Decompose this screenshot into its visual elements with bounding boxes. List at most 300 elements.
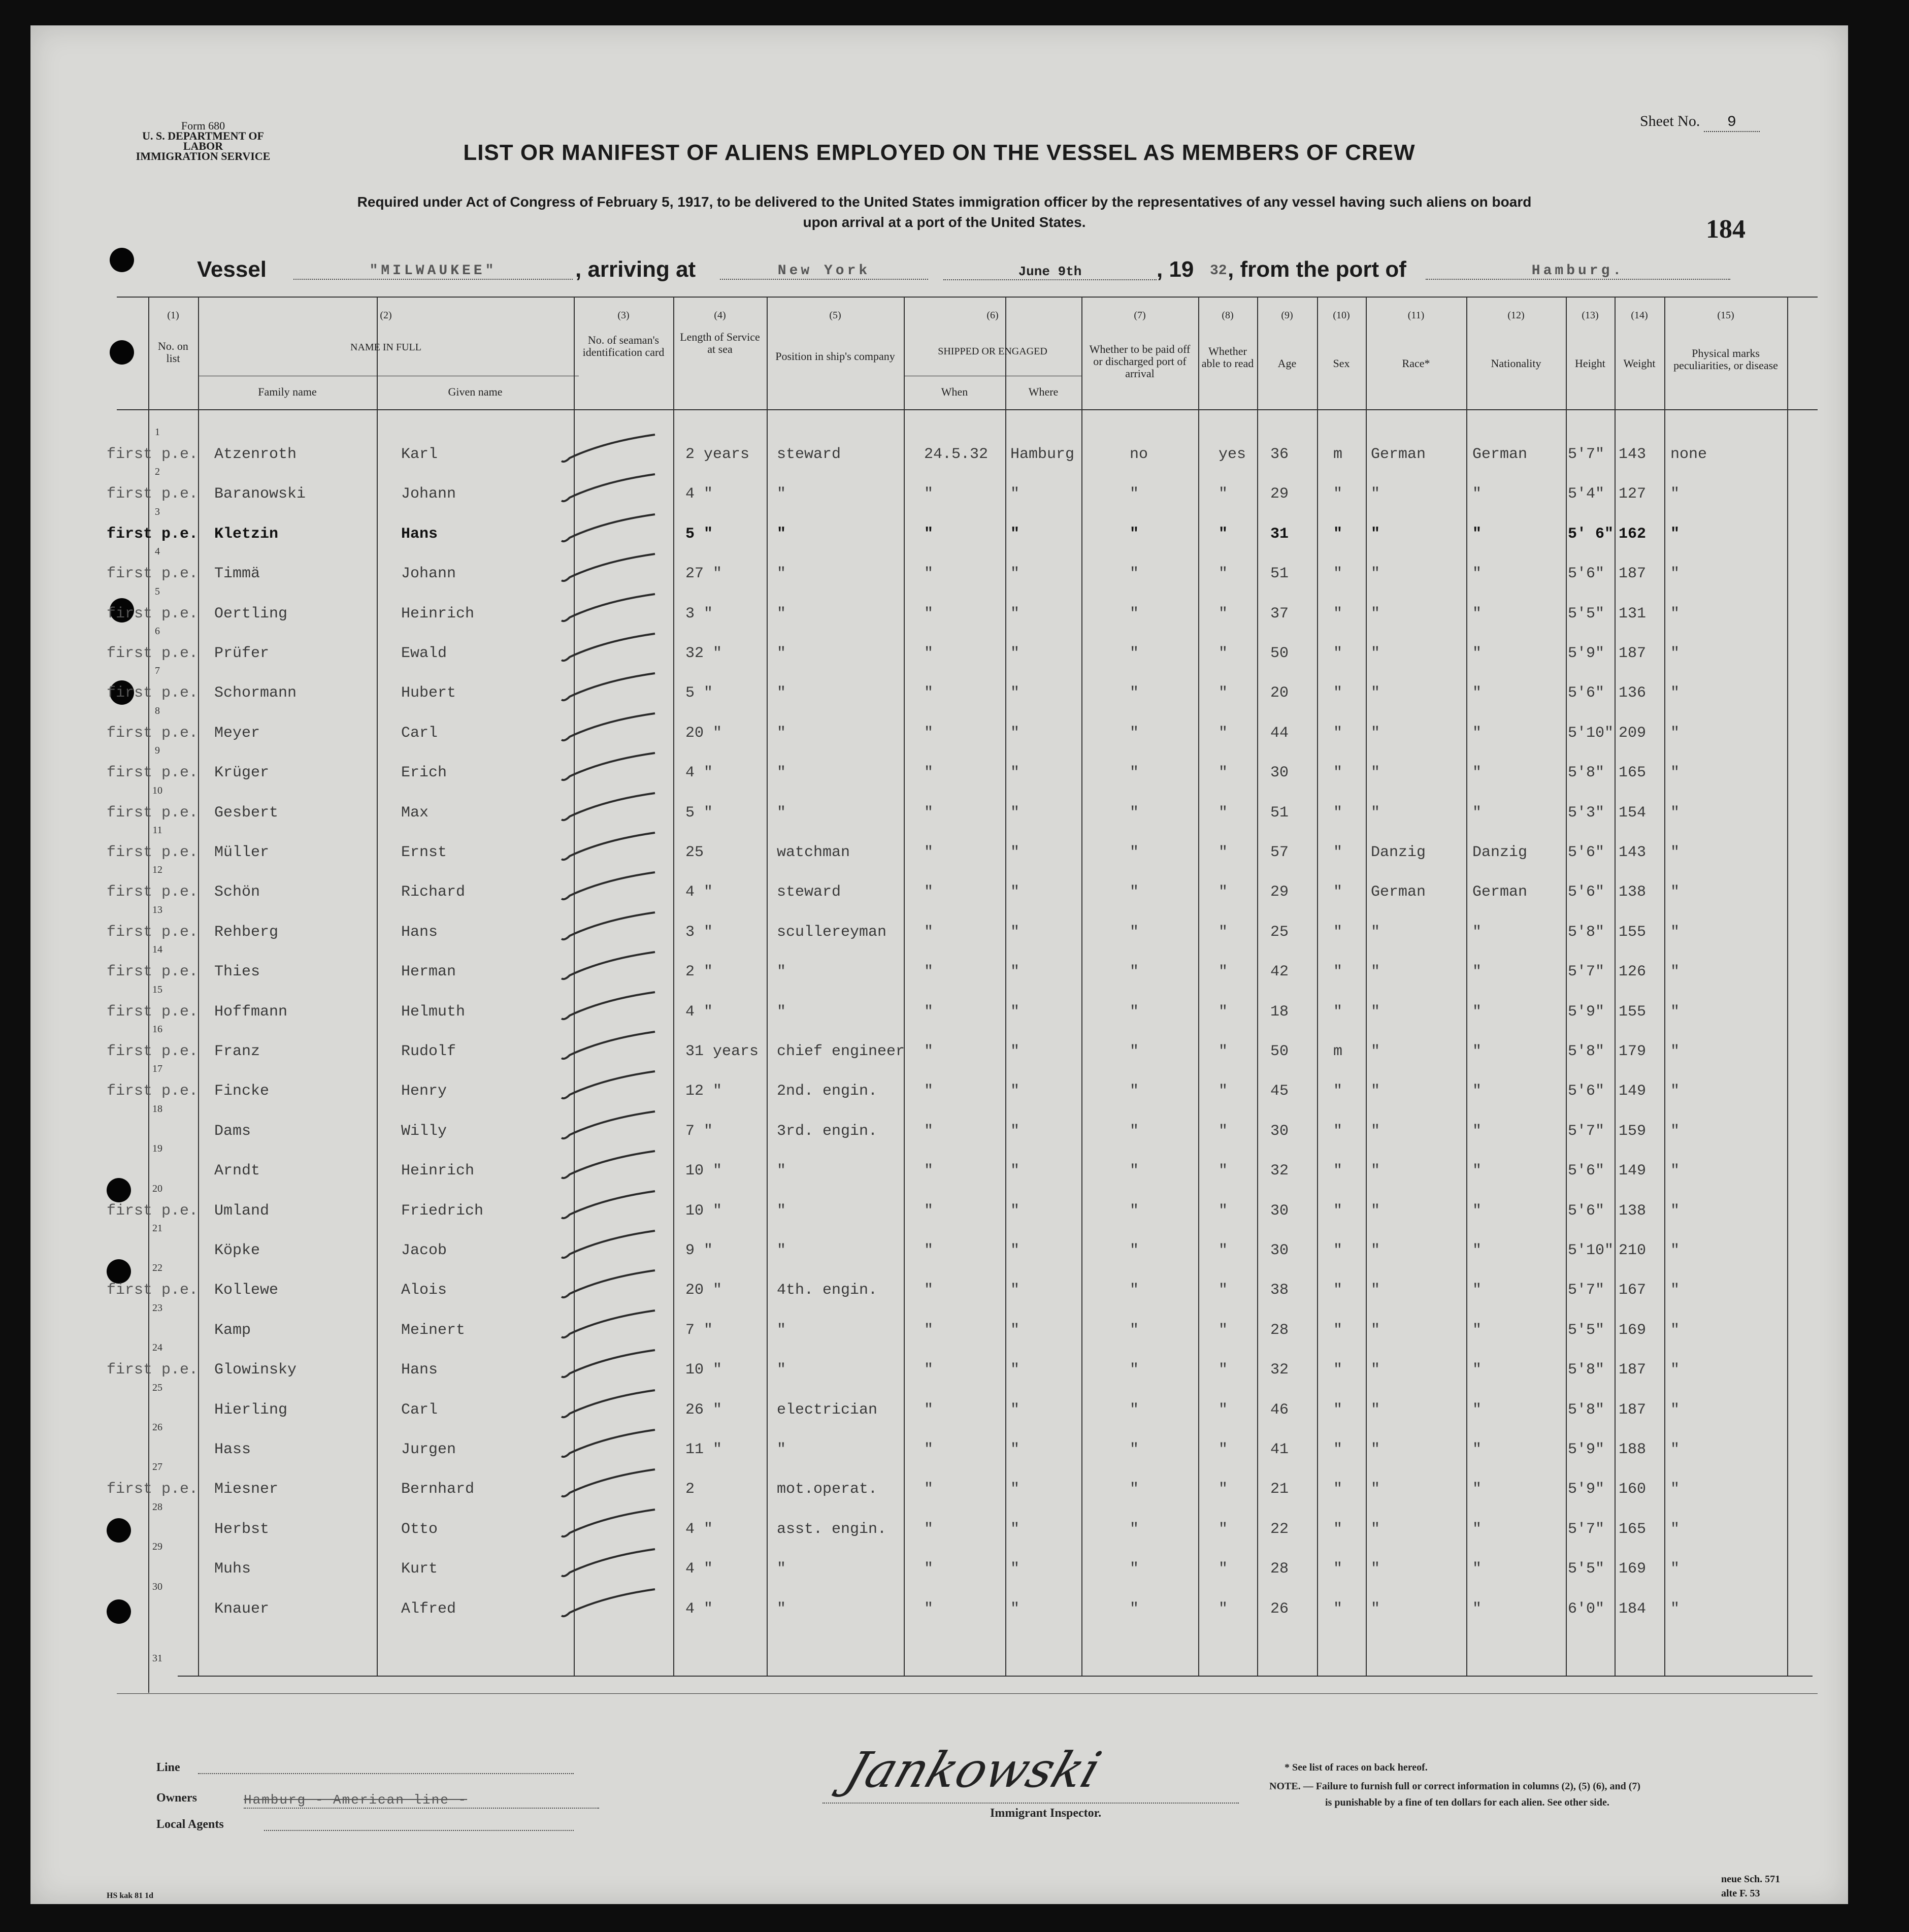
row-number: 30 <box>152 1581 162 1592</box>
cell-sex: " <box>1333 923 1343 941</box>
from-port-label: , from the port of <box>1228 257 1406 282</box>
cell-when: " <box>924 1202 934 1220</box>
cell-family: Atzenroth <box>214 446 297 463</box>
row-number: 27 <box>152 1461 162 1473</box>
cell-family: Umland <box>214 1202 270 1220</box>
cell-when: " <box>924 923 934 941</box>
cell-when: " <box>924 1401 934 1419</box>
cell-given: Richard <box>401 883 466 901</box>
cell-height: 5'5" <box>1568 1560 1605 1578</box>
printer-code: HS kak 81 1d <box>107 1891 154 1900</box>
cell-marks: " <box>1670 1481 1680 1498</box>
check-mark-icon <box>558 1029 660 1064</box>
footer-top-rule <box>117 1693 1818 1694</box>
check-mark-icon <box>558 909 660 945</box>
column-header: NAME IN FULL <box>350 342 421 353</box>
cell-age: 38 <box>1270 1282 1289 1299</box>
cell-service: 27 " <box>685 565 722 583</box>
cell-race: " <box>1371 1441 1380 1458</box>
cell-height: 5'8" <box>1568 923 1605 941</box>
cell-paid: " <box>1130 684 1139 702</box>
cell-when: " <box>924 485 934 503</box>
cell-prefix: first p.e. <box>107 883 199 901</box>
cell-position: " <box>777 684 786 702</box>
cell-race: " <box>1371 764 1380 782</box>
row-number: 23 <box>152 1302 162 1314</box>
cell-height: 5'5" <box>1568 605 1605 623</box>
cell-race: " <box>1371 1043 1380 1060</box>
cell-weight: 159 <box>1619 1122 1647 1140</box>
cell-service: 26 " <box>685 1401 722 1419</box>
column-subheader: When <box>941 385 968 398</box>
cell-position: " <box>777 963 786 981</box>
cell-family: Rehberg <box>214 923 279 941</box>
cell-read: " <box>1219 605 1228 623</box>
local-agents-label: Local Agents <box>156 1818 224 1831</box>
cell-given: Hans <box>401 923 438 941</box>
column-rule <box>1466 297 1467 1676</box>
cell-height: 5'8" <box>1568 764 1605 782</box>
cell-service: 2 <box>685 1481 695 1498</box>
column-number: (3) <box>617 310 630 321</box>
cell-family: Schormann <box>214 684 297 702</box>
cell-sex: " <box>1333 605 1343 623</box>
cell-sex: " <box>1333 1003 1343 1021</box>
cell-nationality: " <box>1472 1083 1482 1100</box>
cell-position: " <box>777 1242 786 1259</box>
cell-weight: 187 <box>1619 1401 1647 1419</box>
cell-given: Hans <box>401 1361 438 1379</box>
cell-nationality: " <box>1472 525 1482 543</box>
cell-marks: " <box>1670 923 1680 941</box>
cell-read: " <box>1219 525 1228 543</box>
cell-read: " <box>1219 1441 1228 1458</box>
cell-sex: " <box>1333 963 1343 981</box>
signature-rule <box>822 1803 1239 1804</box>
column-header: No. on list <box>158 340 188 365</box>
row-number: 15 <box>152 984 162 995</box>
cell-marks: " <box>1670 1600 1680 1618</box>
column-header: Nationality <box>1491 357 1541 370</box>
check-mark-icon <box>558 750 660 785</box>
cell-service: 4 " <box>685 764 713 782</box>
cell-race: " <box>1371 1321 1380 1339</box>
arrival-date: June 9th <box>943 264 1157 280</box>
punch-hole <box>110 340 134 365</box>
cell-family: Franz <box>214 1043 260 1060</box>
vessel-line <box>197 257 1771 292</box>
cell-weight: 210 <box>1619 1242 1647 1259</box>
cell-family: Arndt <box>214 1162 260 1180</box>
cell-paid: " <box>1130 804 1139 822</box>
cell-weight: 154 <box>1619 804 1647 822</box>
cell-family: Prüfer <box>214 645 270 662</box>
cell-family: Kletzin <box>214 525 279 543</box>
cell-nationality: " <box>1472 963 1482 981</box>
column-header: Length of Service at sea <box>680 331 760 355</box>
cell-read: " <box>1219 565 1228 583</box>
cell-race: " <box>1371 1242 1380 1259</box>
cell-where: " <box>1010 1282 1020 1299</box>
cell-height: 5'5" <box>1568 1321 1605 1339</box>
cell-family: Knauer <box>214 1600 270 1618</box>
cell-marks: " <box>1670 1242 1680 1259</box>
cell-marks: " <box>1670 1162 1680 1180</box>
row-number-31: 31 <box>152 1653 162 1664</box>
cell-age: 51 <box>1270 565 1289 583</box>
cell-position: " <box>777 1003 786 1021</box>
cell-sex: " <box>1333 724 1343 742</box>
page-title: LIST OR MANIFEST OF ALIENS EMPLOYED ON THE VESSEL AS MEMBERS OF CREW <box>463 140 1416 165</box>
shipped-subcolumn-rule <box>1005 376 1006 1676</box>
local-agents-field <box>264 1830 574 1831</box>
cell-given: Kurt <box>401 1560 438 1578</box>
cell-position: 3rd. engin. <box>777 1122 878 1140</box>
cell-given: Bernhard <box>401 1481 475 1498</box>
cell-height: 5'9" <box>1568 1003 1605 1021</box>
cell-height: 5'9" <box>1568 645 1605 662</box>
cell-marks: " <box>1670 485 1680 503</box>
cell-given: Ernst <box>401 844 447 861</box>
cell-position: " <box>777 485 786 503</box>
cell-marks: " <box>1670 1043 1680 1060</box>
row-number: 24 <box>152 1342 162 1354</box>
row-number: 2 <box>155 466 160 478</box>
sheet-number-value: 9 <box>1704 114 1760 132</box>
cell-nationality: " <box>1472 1361 1482 1379</box>
cell-marks: " <box>1670 1202 1680 1220</box>
cell-race: " <box>1371 1162 1380 1180</box>
cell-where: " <box>1010 1401 1020 1419</box>
cell-nationality: " <box>1472 1242 1482 1259</box>
cell-given: Friedrich <box>401 1202 484 1220</box>
column-number: (2) <box>380 310 392 321</box>
schedule-new: neue Sch. 571 <box>1721 1874 1781 1885</box>
note-prefix: NOTE. <box>1269 1781 1301 1792</box>
cell-service: 5 " <box>685 684 713 702</box>
cell-race: " <box>1371 804 1380 822</box>
cell-paid: " <box>1130 844 1139 861</box>
cell-nationality: " <box>1472 1520 1482 1538</box>
cell-marks: " <box>1670 724 1680 742</box>
column-header: No. of seaman's identification card <box>582 334 665 358</box>
cell-given: Johann <box>401 485 456 503</box>
cell-when: " <box>924 1361 934 1379</box>
cell-marks: " <box>1670 1282 1680 1299</box>
cell-nationality: German <box>1472 883 1528 901</box>
row-number: 6 <box>155 626 160 637</box>
cell-where: " <box>1010 1003 1020 1021</box>
cell-height: 5'10" <box>1568 724 1614 742</box>
cell-where: " <box>1010 605 1020 623</box>
inspector-label: Immigrant Inspector. <box>990 1807 1102 1820</box>
cell-height: 5'8" <box>1568 1043 1605 1060</box>
punch-hole <box>107 1518 131 1543</box>
column-number: (5) <box>829 310 841 321</box>
cell-paid: " <box>1130 1043 1139 1060</box>
cell-sex: " <box>1333 1321 1343 1339</box>
service-name: IMMIGRATION SERVICE <box>136 150 271 162</box>
check-mark-icon <box>558 1466 660 1502</box>
cell-weight: 162 <box>1619 525 1647 543</box>
cell-marks: " <box>1670 1361 1680 1379</box>
cell-paid: " <box>1130 1122 1139 1140</box>
cell-sex: " <box>1333 1083 1343 1100</box>
column-rule <box>1198 297 1199 1676</box>
cell-when: " <box>924 1441 934 1458</box>
check-mark-icon <box>558 670 660 706</box>
column-rule <box>767 297 768 1676</box>
penalty-note <box>1269 1778 1640 1811</box>
cell-prefix: first p.e. <box>107 1282 199 1299</box>
cell-sex: " <box>1333 1401 1343 1419</box>
cell-given: Meinert <box>401 1321 466 1339</box>
department-name: U. S. DEPARTMENT OF LABOR <box>142 129 264 152</box>
table-bottom-rule <box>178 1676 1813 1677</box>
column-subheader: Family name <box>258 385 317 398</box>
column-number: (8) <box>1222 310 1234 321</box>
cell-family: Muhs <box>214 1560 251 1578</box>
column-header: Sex <box>1333 357 1350 370</box>
column-number: (1) <box>167 310 179 321</box>
cell-where: " <box>1010 1520 1020 1538</box>
cell-marks: " <box>1670 645 1680 662</box>
cell-service: 11 " <box>685 1441 722 1458</box>
cell-sex: " <box>1333 1481 1343 1498</box>
cell-age: 28 <box>1270 1321 1289 1339</box>
cell-race: " <box>1371 1481 1380 1498</box>
cell-position: 2nd. engin. <box>777 1083 878 1100</box>
cell-sex: " <box>1333 1600 1343 1618</box>
cell-position: " <box>777 1321 786 1339</box>
row-number: 3 <box>155 506 160 517</box>
cell-paid: " <box>1130 1401 1139 1419</box>
column-number: (11) <box>1407 310 1425 321</box>
row-number: 5 <box>155 585 160 597</box>
cell-read: " <box>1219 1361 1228 1379</box>
cell-given: Jacob <box>401 1242 447 1259</box>
cell-nationality: " <box>1472 1122 1482 1140</box>
cell-family: Gesbert <box>214 804 279 822</box>
cell-weight: 143 <box>1619 844 1647 861</box>
column-rule <box>198 297 199 1676</box>
cell-prefix: first p.e. <box>107 804 199 822</box>
cell-family: Glowinsky <box>214 1361 297 1379</box>
cell-height: 5'7" <box>1568 446 1605 463</box>
cell-prefix: first p.e. <box>107 525 199 543</box>
cell-family: Schön <box>214 883 260 901</box>
column-number: (4) <box>714 310 726 321</box>
cell-paid: " <box>1130 1520 1139 1538</box>
cell-age: 30 <box>1270 1242 1289 1259</box>
check-mark-icon <box>558 830 660 865</box>
cell-read: " <box>1219 684 1228 702</box>
cell-prefix: first p.e. <box>107 963 199 981</box>
schedule-old: alte F. 53 <box>1721 1888 1760 1899</box>
column-rule <box>904 297 905 1676</box>
cell-position: " <box>777 1162 786 1180</box>
cell-race: " <box>1371 963 1380 981</box>
cell-race: " <box>1371 645 1380 662</box>
check-mark-icon <box>558 1507 660 1542</box>
cell-read: " <box>1219 1481 1228 1498</box>
column-header: Physical marks peculiarities, or disease <box>1673 347 1778 372</box>
cell-where: " <box>1010 844 1020 861</box>
cell-weight: 143 <box>1619 446 1647 463</box>
row-number: 25 <box>152 1382 162 1393</box>
cell-nationality: German <box>1472 446 1528 463</box>
column-header: Weight <box>1623 357 1656 370</box>
cell-service: 2 years <box>685 446 750 463</box>
cell-sex: " <box>1333 1520 1343 1538</box>
cell-height: 5'7" <box>1568 1282 1605 1299</box>
cell-service: 25 <box>685 844 704 861</box>
cell-when: " <box>924 1162 934 1180</box>
cell-age: 25 <box>1270 923 1289 941</box>
cell-family: Hierling <box>214 1401 288 1419</box>
cell-where: " <box>1010 485 1020 503</box>
cell-service: 5 " <box>685 804 713 822</box>
row-number: 21 <box>152 1223 162 1234</box>
cell-where: " <box>1010 565 1020 583</box>
cell-read: " <box>1219 883 1228 901</box>
cell-age: 29 <box>1270 485 1289 503</box>
cell-height: 5'10" <box>1568 1242 1614 1259</box>
cell-race: " <box>1371 1003 1380 1021</box>
cell-where: " <box>1010 1441 1020 1458</box>
cell-weight: 187 <box>1619 1361 1647 1379</box>
cell-height: 5'6" <box>1568 1202 1605 1220</box>
cell-weight: 149 <box>1619 1162 1647 1180</box>
cell-nationality: " <box>1472 1162 1482 1180</box>
cell-height: 5'9" <box>1568 1481 1605 1498</box>
cell-when: " <box>924 764 934 782</box>
cell-service: 12 " <box>685 1083 722 1100</box>
cell-marks: " <box>1670 1003 1680 1021</box>
cell-race: " <box>1371 1560 1380 1578</box>
cell-paid: no <box>1130 446 1148 463</box>
punch-hole <box>110 248 134 272</box>
cell-when: " <box>924 1520 934 1538</box>
cell-nationality: " <box>1472 923 1482 941</box>
cell-position: " <box>777 1600 786 1618</box>
column-rule <box>673 297 674 1676</box>
name-subcolumn-rule <box>377 376 378 1676</box>
cell-service: 31 years <box>685 1043 759 1060</box>
cell-read: " <box>1219 724 1228 742</box>
check-mark-icon <box>558 1546 660 1582</box>
cell-position: mot.operat. <box>777 1481 878 1498</box>
check-mark-icon <box>558 869 660 905</box>
cell-position: watchman <box>777 844 850 861</box>
cell-when: " <box>924 1122 934 1140</box>
cell-when: " <box>924 1560 934 1578</box>
cell-paid: " <box>1130 963 1139 981</box>
cell-paid: " <box>1130 1600 1139 1618</box>
cell-paid: " <box>1130 1242 1139 1259</box>
row-number: 9 <box>155 745 160 757</box>
row-number: 8 <box>155 705 160 716</box>
cell-height: 5'8" <box>1568 1401 1605 1419</box>
cell-weight: 179 <box>1619 1043 1647 1060</box>
column-number: (6) <box>986 310 999 321</box>
cell-age: 42 <box>1270 963 1289 981</box>
row-number: 17 <box>152 1063 162 1075</box>
cell-marks: " <box>1670 883 1680 901</box>
cell-weight: 127 <box>1619 485 1647 503</box>
cell-marks: " <box>1670 764 1680 782</box>
cell-when: " <box>924 1043 934 1060</box>
cell-race: " <box>1371 684 1380 702</box>
legal-requirement-line-2: upon arrival at a port of the United States. <box>803 214 1086 230</box>
arrival-year: 32 <box>1210 263 1227 279</box>
cell-where: " <box>1010 1321 1020 1339</box>
cell-weight: 136 <box>1619 684 1647 702</box>
cell-read: " <box>1219 1043 1228 1060</box>
cell-age: 32 <box>1270 1162 1289 1180</box>
cell-nationality: " <box>1472 605 1482 623</box>
cell-marks: " <box>1670 565 1680 583</box>
cell-read: " <box>1219 923 1228 941</box>
cell-service: 4 " <box>685 485 713 503</box>
sheet-number-label: Sheet No. <box>1640 113 1700 129</box>
cell-given: Johann <box>401 565 456 583</box>
cell-read: " <box>1219 844 1228 861</box>
cell-nationality: " <box>1472 804 1482 822</box>
column-subheader: Given name <box>448 385 503 398</box>
column-rule <box>1366 297 1367 1676</box>
cell-read: " <box>1219 764 1228 782</box>
row-number: 20 <box>152 1183 162 1194</box>
vessel-name: "MILWAUKEE" <box>293 263 573 280</box>
cell-prefix: first p.e. <box>107 684 199 702</box>
cell-nationality: " <box>1472 1043 1482 1060</box>
cell-sex: " <box>1333 565 1343 583</box>
check-mark-icon <box>558 710 660 746</box>
cell-nationality: " <box>1472 724 1482 742</box>
cell-race: " <box>1371 605 1380 623</box>
cell-family: Meyer <box>214 724 260 742</box>
cell-race: " <box>1371 1361 1380 1379</box>
cell-race: " <box>1371 1282 1380 1299</box>
cell-nationality: " <box>1472 645 1482 662</box>
cell-given: Erich <box>401 764 447 782</box>
cell-weight: 187 <box>1619 565 1647 583</box>
cell-where: " <box>1010 1600 1020 1618</box>
check-mark-icon <box>558 949 660 985</box>
cell-where: " <box>1010 1481 1020 1498</box>
row-number: 19 <box>152 1143 162 1155</box>
cell-height: 5'7" <box>1568 963 1605 981</box>
cell-where: Hamburg <box>1010 446 1075 463</box>
cell-prefix: first p.e. <box>107 844 199 861</box>
cell-read: " <box>1219 645 1228 662</box>
cell-service: 7 " <box>685 1321 713 1339</box>
cell-age: 51 <box>1270 804 1289 822</box>
cell-nationality: " <box>1472 485 1482 503</box>
cell-prefix: first p.e. <box>107 1003 199 1021</box>
cell-sex: " <box>1333 1361 1343 1379</box>
cell-age: 26 <box>1270 1600 1289 1618</box>
cell-when: " <box>924 963 934 981</box>
cell-height: 5'6" <box>1568 684 1605 702</box>
cell-given: Heinrich <box>401 605 475 623</box>
cell-when: " <box>924 684 934 702</box>
cell-weight: 138 <box>1619 883 1647 901</box>
cell-sex: " <box>1333 485 1343 503</box>
header-bottom-rule <box>117 409 1818 410</box>
cell-when: " <box>924 525 934 543</box>
